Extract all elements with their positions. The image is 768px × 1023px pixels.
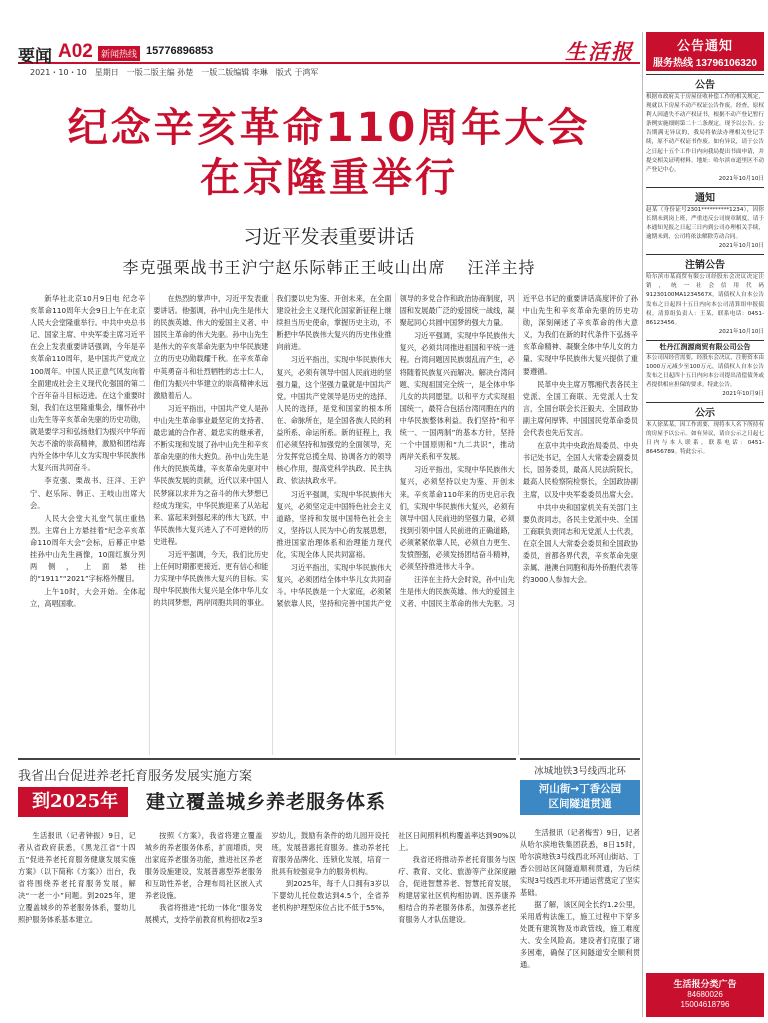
article-paragraph: 习近平指出，实现中华民族伟大复兴，必须团结全体中华儿女共同奋斗。中华民族是一个大家庭，必须紧紧依靠人民，坚持和完善中国共产党领导的多党合作和政治协商制度，巩固和发展最广泛的爱国统一战线，凝聚起同心共圆中国梦的强大力量。 [276, 294, 515, 609]
section-name: 要闻 [18, 47, 52, 67]
page-number: A02 [58, 41, 93, 62]
classified-ad-title: 生活报分类广告 [673, 980, 737, 990]
metro-title [520, 780, 640, 815]
classified-ad-tel: 15004618796 [680, 1000, 730, 1009]
masthead [18, 39, 640, 67]
notice-text: 哈尔滨市某商贸有限公司经股东会决议决定注销，统一社会信用代码91230100MA1234567X，请债权人自本公告发布之日起四十五日内向本公司清算组申报债权。清算组负责人：王某，联系电话：0451-86123456。 [646, 274, 764, 326]
metro-story [520, 758, 640, 1020]
article-paragraph: 我省将推进“托幼一体化”服务发展模式，支持学前教育机构招收2至3岁幼儿，鼓励有条件的幼儿园开设托班，发展普惠托育服务。推动养老托育服务品牌化、连锁化发展，培育一批具有较强竞争力的服务机构。 [144, 831, 390, 924]
notice-date: 2021年10月10日 [718, 175, 764, 182]
article-paragraph: 我省还将推动养老托育服务与医疗、教育、文化、旅游等产业深度融合，促进智慧养老、智慧托育发展，构建居家社区机构相协调、医养康养相结合的养老服务体系，加强养老托育服务人才队伍建设。 [398, 855, 516, 924]
notice-sidebar [646, 32, 764, 1017]
article-paragraph: 上午10时，大会开始。全体起立，高唱国歌。 [30, 587, 146, 609]
notice-heading: 公示 [646, 402, 764, 421]
notice-banner [646, 32, 764, 71]
notice-date: 2021年10月10日 [718, 328, 764, 335]
notice-text: 赵某（身份证号2301**********1234），因你长期未到岗上班，严重违反公司规章制度，请于本通知见报之日起三日内到公司办理相关手续，逾期未到，公司将依法解除劳动合同。 [646, 206, 764, 241]
article-paragraph: 生活报讯（记者钟振）9日，记者从省政府获悉，《黑龙江省“十四五”促进养老托育服务健康发展实施方案》（以下简称《方案》）出台，我省将围绕养老托育服务发展，解决“一老一小”问题。到2025年，建立覆盖城乡的养老服务体系，婴幼儿照护服务体系基本建立。 [18, 831, 136, 924]
article-paragraph: 习近平强调，实现中华民族伟大复兴，必须共同推进祖国和平统一进程。台湾问题因民族弱乱而产生，必将随着民族复兴而解决。解决台湾问题、实现祖国完全统一，是全体中华儿女的共同愿望。以和平方式实现祖国统一，最符合包括台湾同胞在内的中华民族整体利益。我们坚持“和平统一、一国两制”的基本方针，坚持一个中国原则和“九二共识”，推动两岸关系和平发展。 [399, 331, 515, 462]
article-paragraph: 李克强、栗战书、汪洋、王沪宁、赵乐际、韩正、王岐山出席大会。 [30, 476, 146, 510]
column-divider [642, 32, 643, 1017]
notice-heading: 通知 [646, 187, 764, 206]
metro-kicker: 冰城地铁3号线西北环 [534, 766, 626, 777]
headline-line-2: 在京隆重举行 [200, 155, 458, 201]
article-paragraph: 习近平指出，实现中华民族伟大复兴，必须有领导中国人民前进的坚强力量，这个坚强力量就是中国共产党。中国共产党领导是历史的选择、人民的选择，是党和国家的根本所在、命脉所在，是全国各族人民的利益所系、命运所系。新的征程上，我们必须坚持和加强党的全面领导，充分发挥党总揽全局、协调各方的领导核心作用，提高党科学执政、民主执政、依法执政水平。 [276, 355, 392, 486]
article-paragraph: 中共中央和国家机关有关部门主要负责同志，各民主党派中央、全国工商联负责同志和无党派人士代表，在京全国人大常委会委员和全国政协委员，首都各界代表，辛亥革命先驱亲属、港澳台同胞和海外侨胞代表等约3000人参加大会。 [522, 502, 638, 585]
classified-ad-banner [646, 973, 764, 1017]
story-title: 建立覆盖城乡养老服务体系 [146, 791, 387, 813]
article-paragraph: 在京中共中央政治局委员、中央书记处书记，全国人大常委会副委员长，国务委员，最高人民法院院长，最高人民检察院检察长，全国政协副主席，以及中央军委委员出席大会。 [522, 441, 638, 499]
host-line: 汪洋主持 [467, 258, 536, 277]
newspaper-logo: 生活报 [565, 39, 634, 64]
article-paragraph: 人民大会堂大礼堂气氛庄重热烈。主席台上方悬挂着“纪念辛亥革命110周年大会”会标，后幕正中悬挂孙中山先生画像，10面红旗分列两侧，上面悬挂的“1911”“2021”字标格外醒目。 [30, 513, 146, 584]
article-paragraph: 按照《方案》，我省将建立覆盖城乡的养老服务体系，扩面增质，突出家庭养老服务功能，推进社区养老服务设施建设，发展普惠型养老服务和互助性养老，合理布局社区嵌入式养老设施。 [144, 831, 263, 900]
notice-banner-tel: 服务热线 13796106320 [653, 58, 757, 69]
notice-heading: 牡丹江润源商贸有限公司公告 [646, 340, 764, 354]
notice-text: 根据市政府关于房屋征收补偿工作的相关规定，现就以下房屋不动产权证公告作废。经查，原权利人因遗失不动产权证书，根据不动产登记暂行条例实施细则第二十二条规定，现予以公告。公告期满无异议的，我局将依法办理相关登记手续，原不动产权证书作废。如有异议，请于公告之日起十五个工作日内向我局提出书面申请，并提交相关证明材料。地址：哈尔滨市道里区不动产登记中心。 [646, 94, 764, 173]
main-article [30, 293, 638, 755]
hotline-number: 15776896853 [146, 45, 214, 57]
dateline: 2021・10・10 星期日 一版二版主编 孙楚 一版二版编辑 李琳 版式 于鸿军 [30, 68, 319, 77]
story-body [18, 830, 516, 1020]
metro-title-line-2: 区间隧道贯通 [548, 798, 612, 810]
classified-ad-tel: 84680026 [687, 990, 723, 999]
article-paragraph: 新华社北京10月9日电 纪念辛亥革命110周年大会9日上午在北京人民大会堂隆重举行。中共中央总书记、国家主席、中央军委主席习近平在会上发表重要讲话强调，今年是辛亥革命110周年，是中国共产党成立100周年。中国人民正意气风发向着全面建成社会主义现代化强国的第二个百年奋斗目标迈进。在这个重要时刻，我们在这里隆重集会，缅怀孙中山先生等辛亥革命先驱的历史功勋，就是要学习和弘扬他们为振兴中华而矢志不渝的崇高精神，激励和团结海内外全体中华儿女为实现中华民族伟大复兴而共同奋斗。 [30, 294, 146, 473]
notice-heading: 注销公告 [646, 254, 764, 273]
metro-title-line-1: 河山街→丁香公园 [538, 783, 622, 795]
notice-date: 2021年10月10日 [718, 243, 764, 250]
elderly-care-story [18, 758, 516, 1020]
notice-text: 本公司因经营需要，经股东会决议，注册资本由1000万元减少至100万元，请债权人自本公告发布之日起四十五日内向本公司提出清偿债务或者提供相应担保的要求。特此公告。 [646, 354, 764, 389]
notice-text: 本人徐某某，因工作需要，现将本人名下所持有的房屋予以公示。如有异议，请自公示之日起七日内与本人联系。联系电话：0451-86456789。特此公示。 [646, 422, 764, 456]
hotline-label: 新闻热线 [98, 46, 140, 61]
article-paragraph: 汪洋在主持大会时说，孙中山先生是伟大的民族英雄、伟大的爱国主义者、中国民主革命的伟大先驱。习近平总书记的重要讲话高度评价了孙中山先生和辛亥革命先驱的历史功勋，深刻阐述了辛亥革命的伟大意义，为我们在新的时代条件下弘扬辛亥革命精神、凝聚全体中华儿女的力量、实现中华民族伟大复兴提供了重要遵循。 [399, 294, 638, 609]
notice-date: 2021年10月9日 [722, 391, 764, 398]
article-paragraph: 到2025年，每千人口拥有3岁以下婴幼儿托位数达到4.5个，全省养老机构护理型床位占比不低于55%，社区日间照料机构覆盖率达到90%以上。 [271, 831, 516, 912]
main-headline [18, 103, 640, 203]
attendees-names: 李克强栗战书王沪宁赵乐际韩正王岐山出席 [122, 258, 446, 277]
article-paragraph: 民革中央主席万鄂湘代表各民主党派、全国工商联、无党派人士发言，全国台联会长汪毅夫、全国政协副主席何厚铧、中国国民党革命委员会代表也先后发言。 [522, 379, 638, 438]
story-year-box: 到2025年 [18, 787, 128, 817]
article-paragraph: 习近平指出，实现中华民族伟大复兴，必须坚持以史为鉴、开创未来。辛亥革命110年来的历史启示我们，实现中华民族伟大复兴，必须有领导中国人民前进的坚强力量，必须找到引领中国人民前进的正确道路，必须紧紧依靠人民，必须自力更生、发愤图强，必须发扬团结奋斗精神，必须坚持推进伟大斗争。 [399, 465, 515, 572]
headline-line-1: 纪念辛亥革命110周年大会 [67, 105, 591, 151]
notice-heading: 公告 [646, 74, 764, 93]
article-paragraph: 生活报讯（记者梅雪）9日，记者从哈尔滨地铁集团获悉，8日15时，哈尔滨地铁3号线西北环河山街站、丁香公园站区间隧道顺利贯通，为后续实现3号线西北环开通运营奠定了坚实基础。 [520, 828, 640, 897]
article-paragraph: 习近平强调，实现中华民族伟大复兴，必须坚定走中国特色社会主义道路，坚持和发展中国特色社会主义，坚持以人民为中心的发展思想，推进国家治理体系和治理能力现代化，实现全体人民共同富裕。 [276, 489, 392, 559]
subheadline: 习近平发表重要讲话 [243, 226, 415, 248]
article-paragraph: 习近平指出，中国共产党人是孙中山先生革命事业最坚定的支持者、最忠诚的合作者、最忠实的继承者，不断实现和发展了孙中山先生和辛亥革命先驱的伟大抱负。孙中山先生是伟大的民族英雄，辛亥革命先驱对中华民族发展的贡献，近代以来中国人民梦寐以求并为之奋斗的伟大梦想已经成为现实，中华民族迎来了从站起来、富起来到强起来的伟大飞跃，中华民族伟大复兴进入了不可逆转的历史进程。 [153, 403, 269, 546]
article-paragraph: 在热烈的掌声中，习近平发表重要讲话。他强调，孙中山先生是伟大的民族英雄、伟大的爱国主义者、中国民主革命的伟大先驱。孙中山先生是伟大的辛亥革命先驱为中华民族建立的历史功勋载耀千秋。在辛亥革命中英勇奋斗和壮烈牺牲的志士仁人，他们为振兴中华建立的崇高精神永远激励着后人。 [153, 294, 269, 400]
attendees-line [18, 255, 640, 278]
notice-banner-title: 公告通知 [676, 39, 733, 54]
article-paragraph: 习近平强调，今天，我们比历史上任何时期都更接近、更有信心和能力实现中华民族伟大复兴的目标。实现中华民族伟大复兴是全体中华儿女的共同梦想，两岸同胞共同的事业。我们要以史为鉴、开创未来，在全面建设社会主义现代化国家新征程上继续担当历史使命，掌握历史主动，不断把中华民族伟大复兴的历史伟业推向前进。 [153, 294, 392, 608]
metro-body [520, 827, 640, 1012]
story-kicker: 我省出台促进养老托育服务发展实施方案 [18, 769, 253, 784]
article-paragraph: 据了解，该区间全长约1.2公里，采用盾构法施工，施工过程中下穿多处既有建筑物及市政管线，施工难度大、安全风险高。建设者们克服了诸多困难，确保了区间隧道安全顺利贯通。 [520, 900, 640, 969]
